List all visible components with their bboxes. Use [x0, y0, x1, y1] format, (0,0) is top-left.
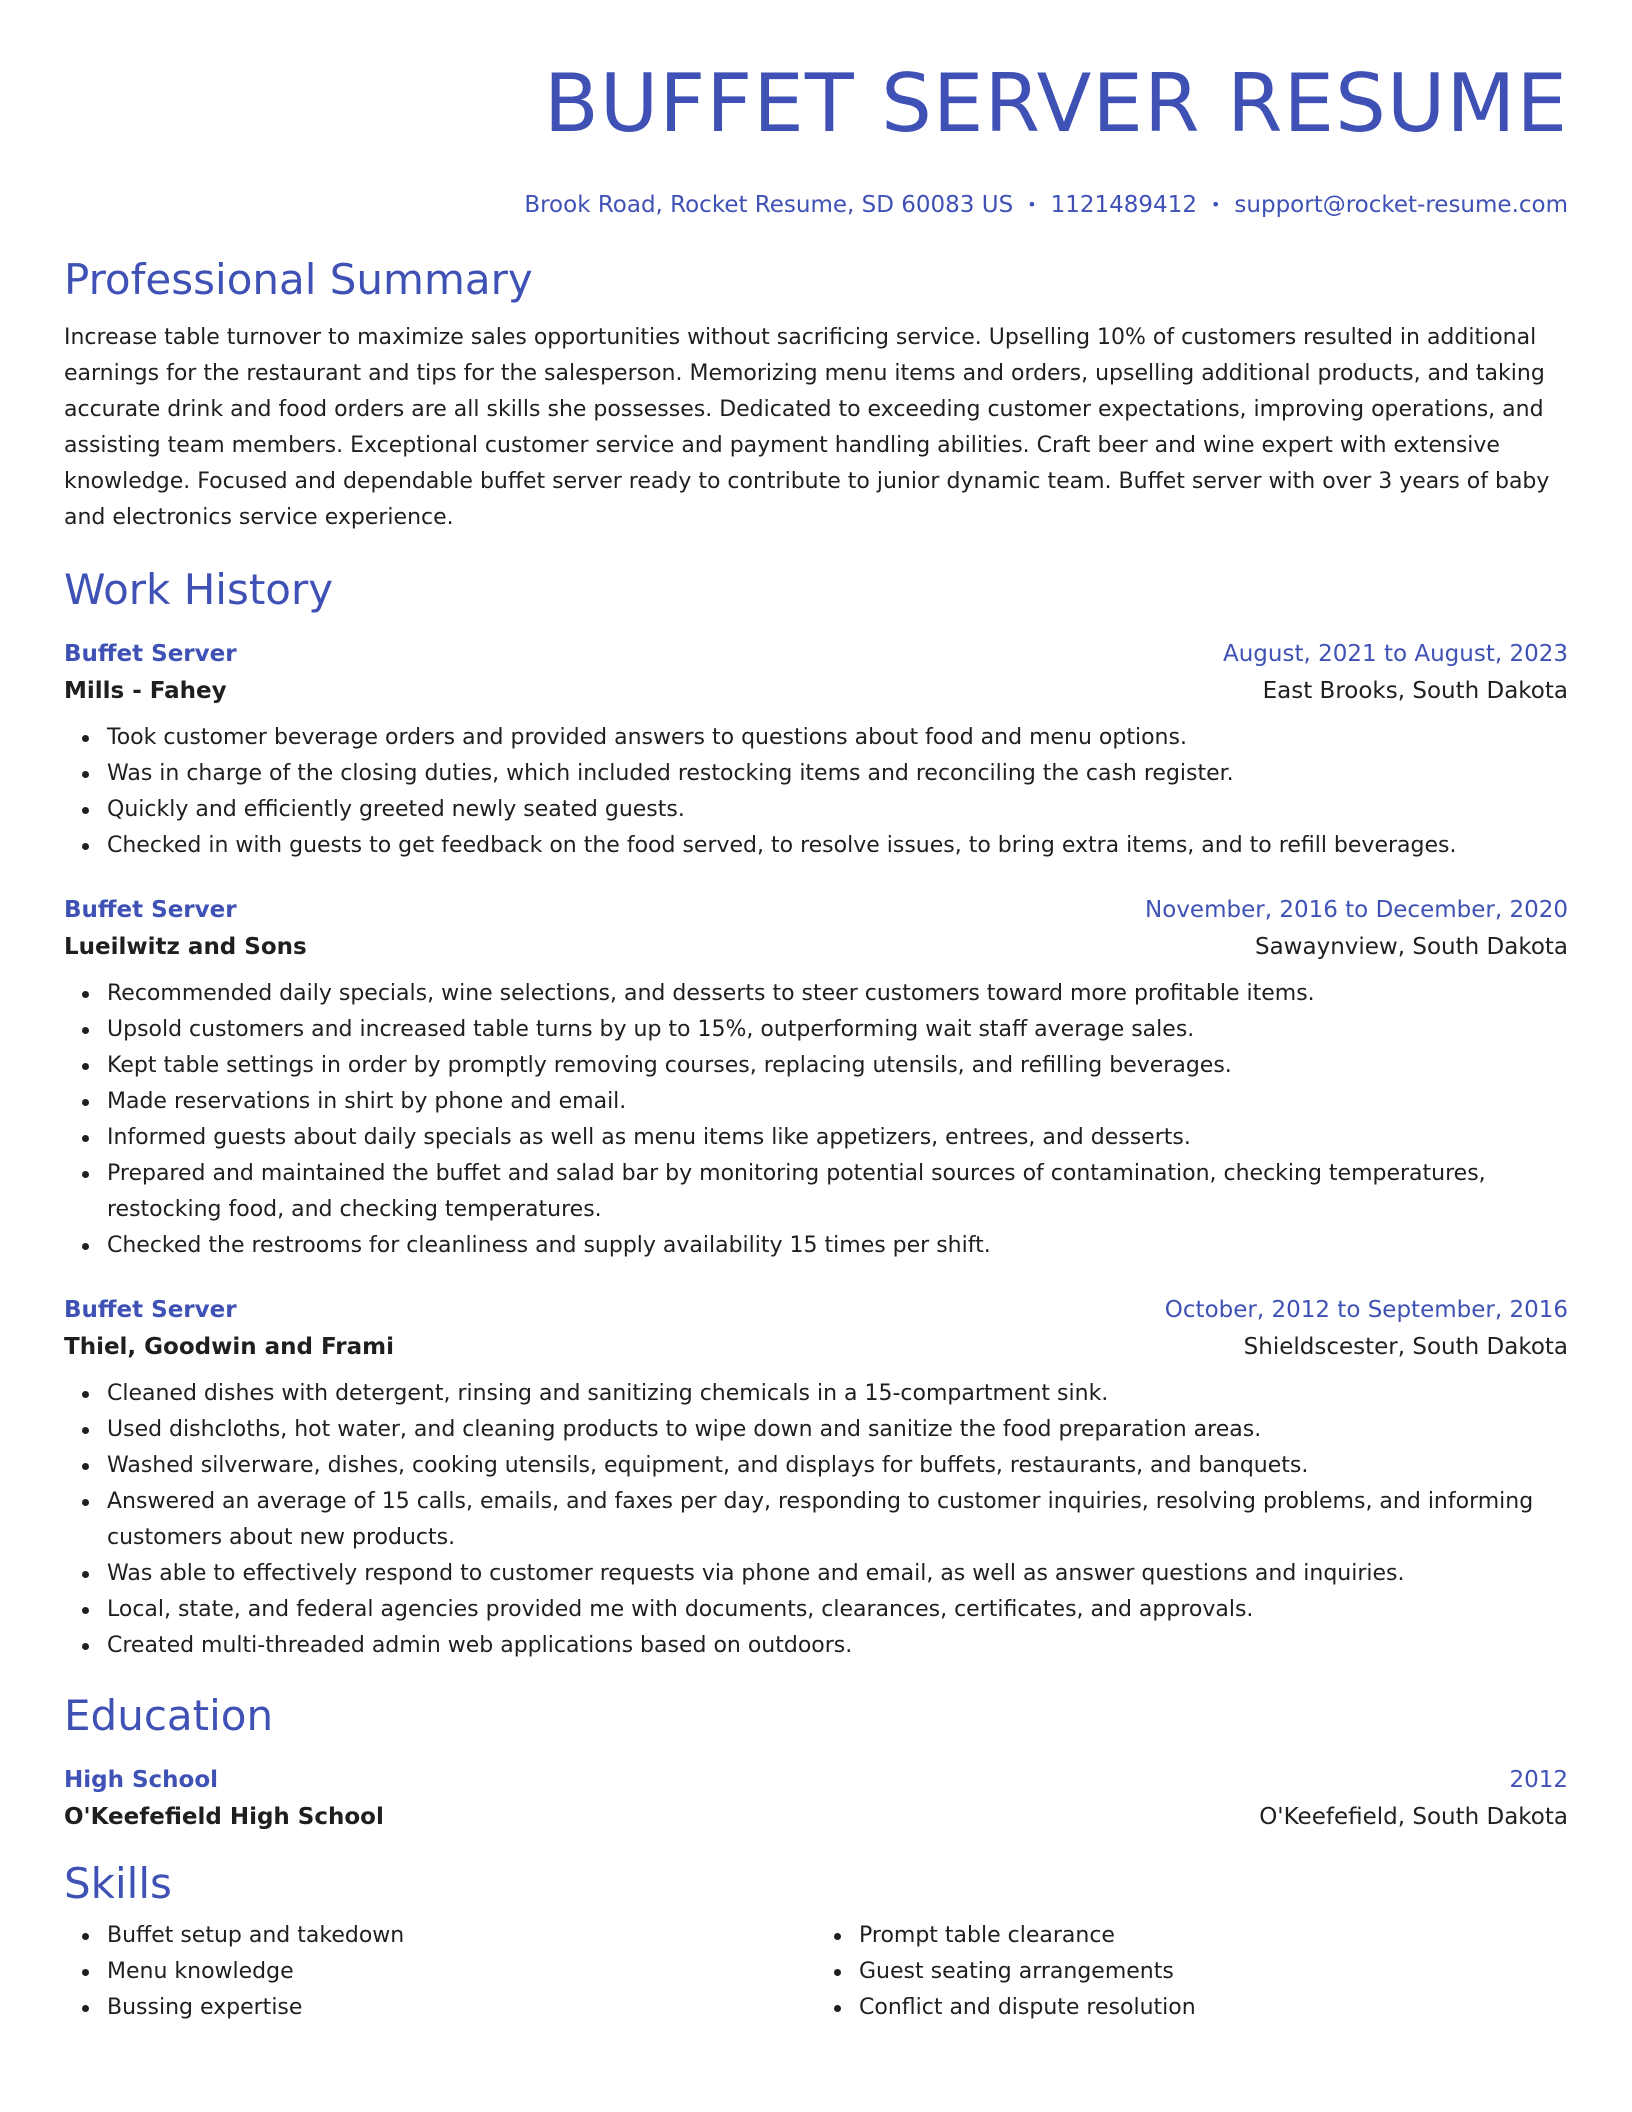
- education-heading: Education: [64, 1691, 274, 1740]
- job-duty-item: Quickly and efficiently greeted newly seated guests.: [107, 792, 1568, 828]
- education-entry: [64, 1762, 1568, 1836]
- job-employer: Thiel, Goodwin and Frami: [64, 1334, 394, 1360]
- skill-item: Menu knowledge: [107, 1954, 816, 1990]
- education-school: O'Keefefield High School: [64, 1804, 384, 1830]
- education-location: O'Keefefield, South Dakota: [1259, 1804, 1568, 1830]
- education-degree: High School: [64, 1767, 219, 1793]
- job-dates: August, 2021 to August, 2023: [1223, 641, 1568, 667]
- skills-columns: [64, 1918, 1568, 2026]
- job-duty-item: Was in charge of the closing duties, which included restocking items and reconciling the cash register.: [107, 756, 1568, 792]
- job-duties-list: [64, 720, 1568, 864]
- contact-line: [64, 190, 1568, 220]
- job-duty-item: Used dishcloths, hot water, and cleaning products to wipe down and sanitize the food preparation areas.: [107, 1412, 1568, 1448]
- job-duty-item: Kept table settings in order by promptly removing courses, replacing utensils, and refilling beverages.: [107, 1048, 1568, 1084]
- education-year: 2012: [1509, 1767, 1568, 1793]
- skills-list-left: [64, 1918, 816, 2026]
- work-history-heading: Work History: [64, 565, 334, 614]
- summary-heading: Professional Summary: [64, 255, 533, 304]
- job-employer: Mills - Fahey: [64, 678, 227, 704]
- job-entry: [64, 636, 1568, 864]
- job-duty-item: Checked the restrooms for cleanliness and supply availability 15 times per shift.: [107, 1228, 1568, 1264]
- job-duty-item: Prepared and maintained the buffet and salad bar by monitoring potential sources of contamination, checking temperatures, restocking food, and checking temperatures.: [107, 1156, 1568, 1228]
- skills-heading: Skills: [64, 1859, 172, 1908]
- job-duties-list: [64, 1376, 1568, 1664]
- job-duty-item: Made reservations in shirt by phone and email.: [107, 1084, 1568, 1120]
- summary-text: Increase table turnover to maximize sales opportunities without sacrificing service. Upselling 10% of customers resulted in additional earnings for the restaurant and tips for the salesperson. Memorizing menu items and orders, upselling additional products, and taking accurate drink and food orders are all skills she possesses. Dedicated to exceeding customer expectations, improving operations, and assisting team members. Exceptional customer service and payment handling abilities. Craft beer and wine expert with extensive knowledge. Focused and dependable buffet server ready to contribute to junior dynamic team. Buffet server with over 3 years of baby and electronics service experience.: [64, 325, 1550, 530]
- skill-item: Bussing expertise: [107, 1990, 816, 2026]
- job-duty-item: Was able to effectively respond to customer requests via phone and email, as well as answer questions and inquiries.: [107, 1556, 1568, 1592]
- job-duty-item: Answered an average of 15 calls, emails, and faxes per day, responding to customer inquiries, resolving problems, and informing customers about new products.: [107, 1484, 1568, 1556]
- skills-list-right: [816, 1918, 1568, 2026]
- skill-item: Guest seating arrangements: [859, 1954, 1568, 1990]
- contact-phone: 1121489412: [1050, 192, 1197, 218]
- job-duty-item: Recommended daily specials, wine selections, and desserts to steer customers toward more profitable items.: [107, 976, 1568, 1012]
- skill-item: Buffet setup and takedown: [107, 1918, 816, 1954]
- job-employer: Lueilwitz and Sons: [64, 934, 307, 960]
- job-duty-item: Local, state, and federal agencies provided me with documents, clearances, certificates, and approvals.: [107, 1592, 1568, 1628]
- job-duty-item: Cleaned dishes with detergent, rinsing and sanitizing chemicals in a 15-compartment sink.: [107, 1376, 1568, 1412]
- job-entry: [64, 892, 1568, 1264]
- job-duty-item: Informed guests about daily specials as well as menu items like appetizers, entrees, and desserts.: [107, 1120, 1568, 1156]
- job-location: East Brooks, South Dakota: [1262, 678, 1568, 704]
- job-dates: October, 2012 to September, 2016: [1164, 1297, 1568, 1323]
- contact-separator: •: [1210, 195, 1221, 214]
- contact-email: support@rocket-resume.com: [1234, 192, 1568, 218]
- job-title: Buffet Server: [64, 1297, 237, 1323]
- job-location: Sawaynview, South Dakota: [1254, 934, 1568, 960]
- job-duty-item: Washed silverware, dishes, cooking utensils, equipment, and displays for buffets, restaurants, and banquets.: [107, 1448, 1568, 1484]
- job-duty-item: Took customer beverage orders and provided answers to questions about food and menu options.: [107, 720, 1568, 756]
- job-title: Buffet Server: [64, 641, 237, 667]
- contact-address: Brook Road, Rocket Resume, SD 60083 US: [524, 192, 1014, 218]
- resume-title: BUFFET SERVER RESUME: [543, 57, 1568, 150]
- job-duty-item: Checked in with guests to get feedback on the food served, to resolve issues, to bring extra items, and to refill beverages.: [107, 828, 1568, 864]
- job-location: Shieldscester, South Dakota: [1243, 1334, 1568, 1360]
- job-entry: [64, 1292, 1568, 1664]
- skill-item: Prompt table clearance: [859, 1918, 1568, 1954]
- job-dates: November, 2016 to December, 2020: [1145, 897, 1568, 923]
- skill-item: Conflict and dispute resolution: [859, 1990, 1568, 2026]
- job-title: Buffet Server: [64, 897, 237, 923]
- job-duty-item: Upsold customers and increased table turns by up to 15%, outperforming wait staff average sales.: [107, 1012, 1568, 1048]
- job-duties-list: [64, 976, 1568, 1264]
- job-duty-item: Created multi-threaded admin web applications based on outdoors.: [107, 1628, 1568, 1664]
- contact-separator: •: [1027, 195, 1037, 214]
